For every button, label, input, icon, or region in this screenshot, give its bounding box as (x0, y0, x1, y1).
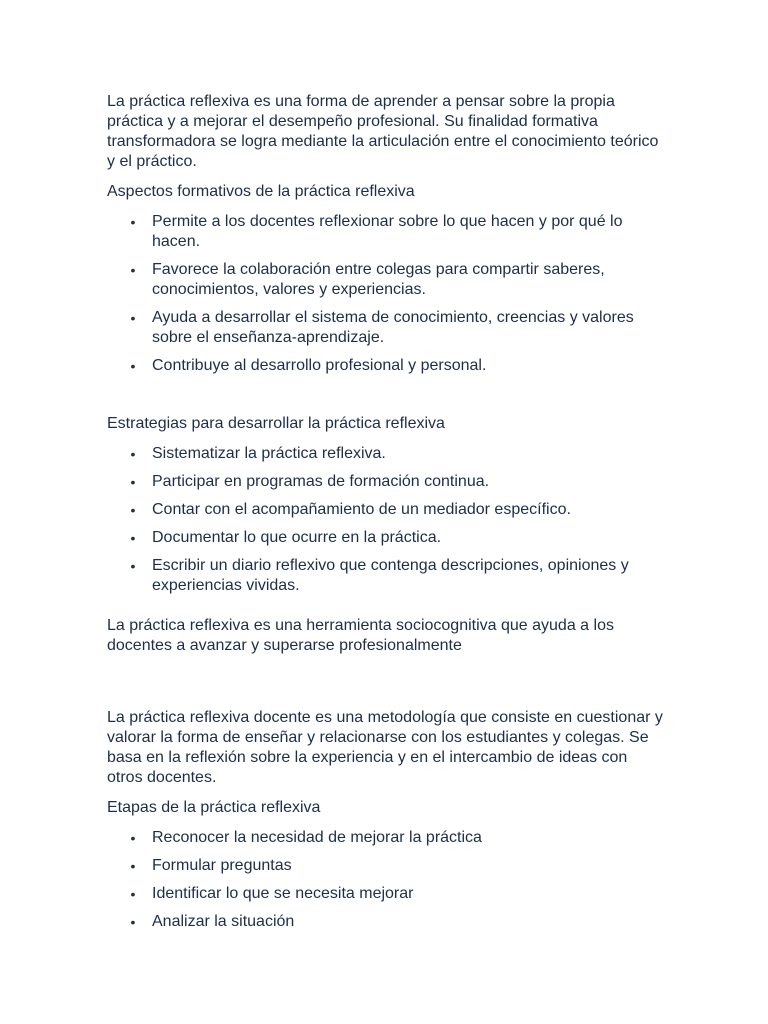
list-item: • Contribuye al desarrollo profesional y personal. (107, 356, 667, 376)
bullet-icon: • (130, 858, 136, 874)
list-item: • Participar en programas de formación continua. (107, 472, 667, 492)
bullet-icon: • (130, 502, 136, 518)
bullet-icon: • (130, 446, 136, 462)
list-item: • Documentar lo que ocurre en la práctica. (107, 528, 667, 548)
bullet-icon: • (130, 914, 136, 930)
bullet-icon: • (130, 214, 136, 230)
list-item: • Formular preguntas (107, 856, 667, 876)
bullet-icon: • (130, 310, 136, 326)
bullet-list-estrategias (107, 444, 667, 596)
second-intro-paragraph: La práctica reflexiva docente es una metodología que consiste en cuestionar y valorar la forma de enseñar y relacionarse con los estudiantes y colegas. Se basa en la reflexión sobre la experiencia y en el intercambio de ideas con otros docentes. (107, 709, 663, 786)
bullet-icon: • (130, 558, 136, 574)
intro-paragraph: La práctica reflexiva es una forma de aprender a pensar sobre la propia práctica y a mejorar el desempeño profesional. Su finalidad formativa transformadora se logra mediante la articulación entre el conocimiento teórico y el práctico. (107, 93, 659, 170)
list-item: • Favorece la colaboración entre colegas para compartir saberes, conocimientos, valores y experiencias. (107, 260, 667, 300)
bullet-list-aspectos (107, 212, 667, 376)
list-item: • Ayuda a desarrollar el sistema de conocimiento, creencias y valores sobre el enseñanza-aprendizaje. (107, 308, 667, 348)
bullet-icon: • (130, 886, 136, 902)
section-heading-aspectos: Aspectos formativos de la práctica reflexiva (107, 183, 415, 200)
bullet-icon: • (130, 262, 136, 278)
bullet-icon: • (130, 358, 136, 374)
bullet-icon: • (130, 830, 136, 846)
list-item: • Escribir un diario reflexivo que contenga descripciones, opiniones y experiencias vividas. (107, 556, 667, 596)
bullet-icon: • (130, 530, 136, 546)
list-item: • Reconocer la necesidad de mejorar la práctica (107, 828, 667, 848)
document-page (107, 92, 667, 940)
section-heading-estrategias: Estrategias para desarrollar la práctica reflexiva (107, 415, 445, 432)
bullet-list-etapas (107, 828, 667, 932)
bullet-icon: • (130, 474, 136, 490)
list-item: • Permite a los docentes reflexionar sobre lo que hacen y por qué lo hacen. (107, 212, 667, 252)
list-item: • Sistematizar la práctica reflexiva. (107, 444, 667, 464)
closing-paragraph: La práctica reflexiva es una herramienta sociocognitiva que ayuda a los docentes a avanzar y superarse profesionalmente (107, 617, 614, 654)
list-item: • Identificar lo que se necesita mejorar (107, 884, 667, 904)
list-item: • Analizar la situación (107, 912, 667, 932)
section-heading-etapas: Etapas de la práctica reflexiva (107, 799, 321, 816)
list-item: • Contar con el acompañamiento de un mediador específico. (107, 500, 667, 520)
